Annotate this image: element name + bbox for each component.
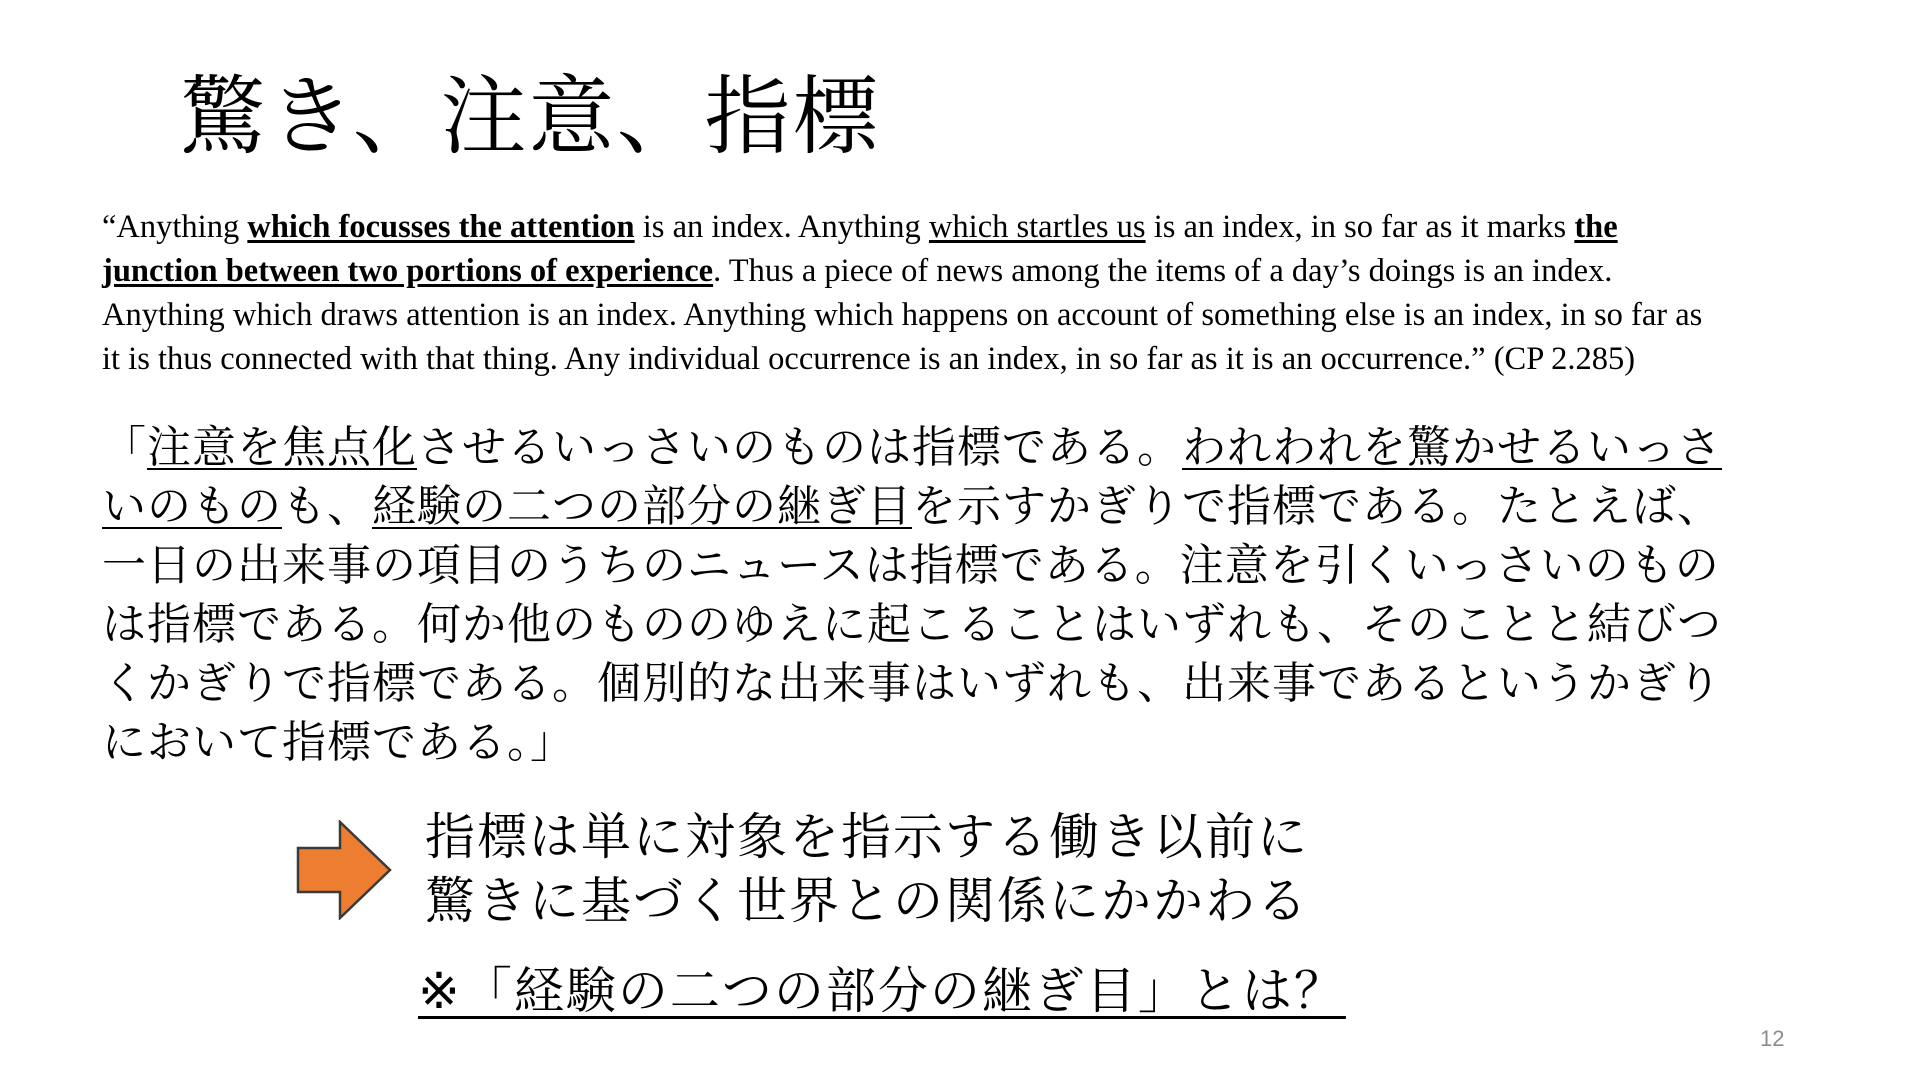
quote-en-text: is an index. Anything: [634, 209, 929, 245]
quote-en-text: “Anything: [102, 209, 248, 245]
question-note: ※「経験の二つの部分の継ぎ目」とは？: [418, 962, 1346, 1020]
quote-en-emphasis-attention: which focusses the attention: [247, 209, 635, 245]
conclusion-line-1: 指標は単に対象を指示する働き以前に: [425, 808, 1309, 866]
english-quote: [102, 205, 1722, 381]
quote-en-text: . Thus a piece of news among the items of a day’s doings is an index. Anything which draws attention is an index. Anything which happens on account of something else is an index, in so far as it is thus connected with that thing. Any individual occurrence is an index, in so far as it is an occurrence.” (CP 2.285): [102, 253, 1703, 377]
japanese-quote: [102, 418, 1752, 772]
quote-ja-text: も、: [282, 481, 372, 532]
quote-ja-text: を示すかぎりで指標である。たとえば、一日の出来事の項目のうちのニュースは指標である。注意を引くいっさいのものは指標である。何か他のもののゆえに起こることはいずれも、そのことと結びつくかぎりで指標である。個別的な出来事はいずれも、出来事であるというかぎりにおいて指標である。」: [102, 481, 1722, 768]
quote-ja-text: 「: [102, 422, 147, 473]
conclusion-line-2: 驚きに基づく世界との関係にかかわる: [425, 872, 1309, 930]
quote-ja-emphasis-startles: われわれを驚かせるいっさいのもの: [102, 422, 1722, 532]
quote-ja-text: させるいっさいのものは指標である。: [417, 422, 1182, 473]
right-arrow-icon: [296, 820, 392, 920]
slide-title: 驚き、注意、指標: [180, 67, 881, 167]
quote-ja-emphasis-junction: 経験の二つの部分の継ぎ目: [372, 481, 912, 532]
quote-en-emphasis-junction: the junction between two portions of experience: [102, 209, 1618, 289]
conclusion-text: [425, 805, 1309, 933]
page-number: 12: [1760, 1026, 1785, 1051]
quote-en-text: is an index, in so far as it marks: [1145, 209, 1575, 245]
quote-ja-emphasis-attention: 注意を焦点化: [147, 422, 417, 473]
quote-en-emphasis-startles: which startles us: [928, 209, 1146, 245]
